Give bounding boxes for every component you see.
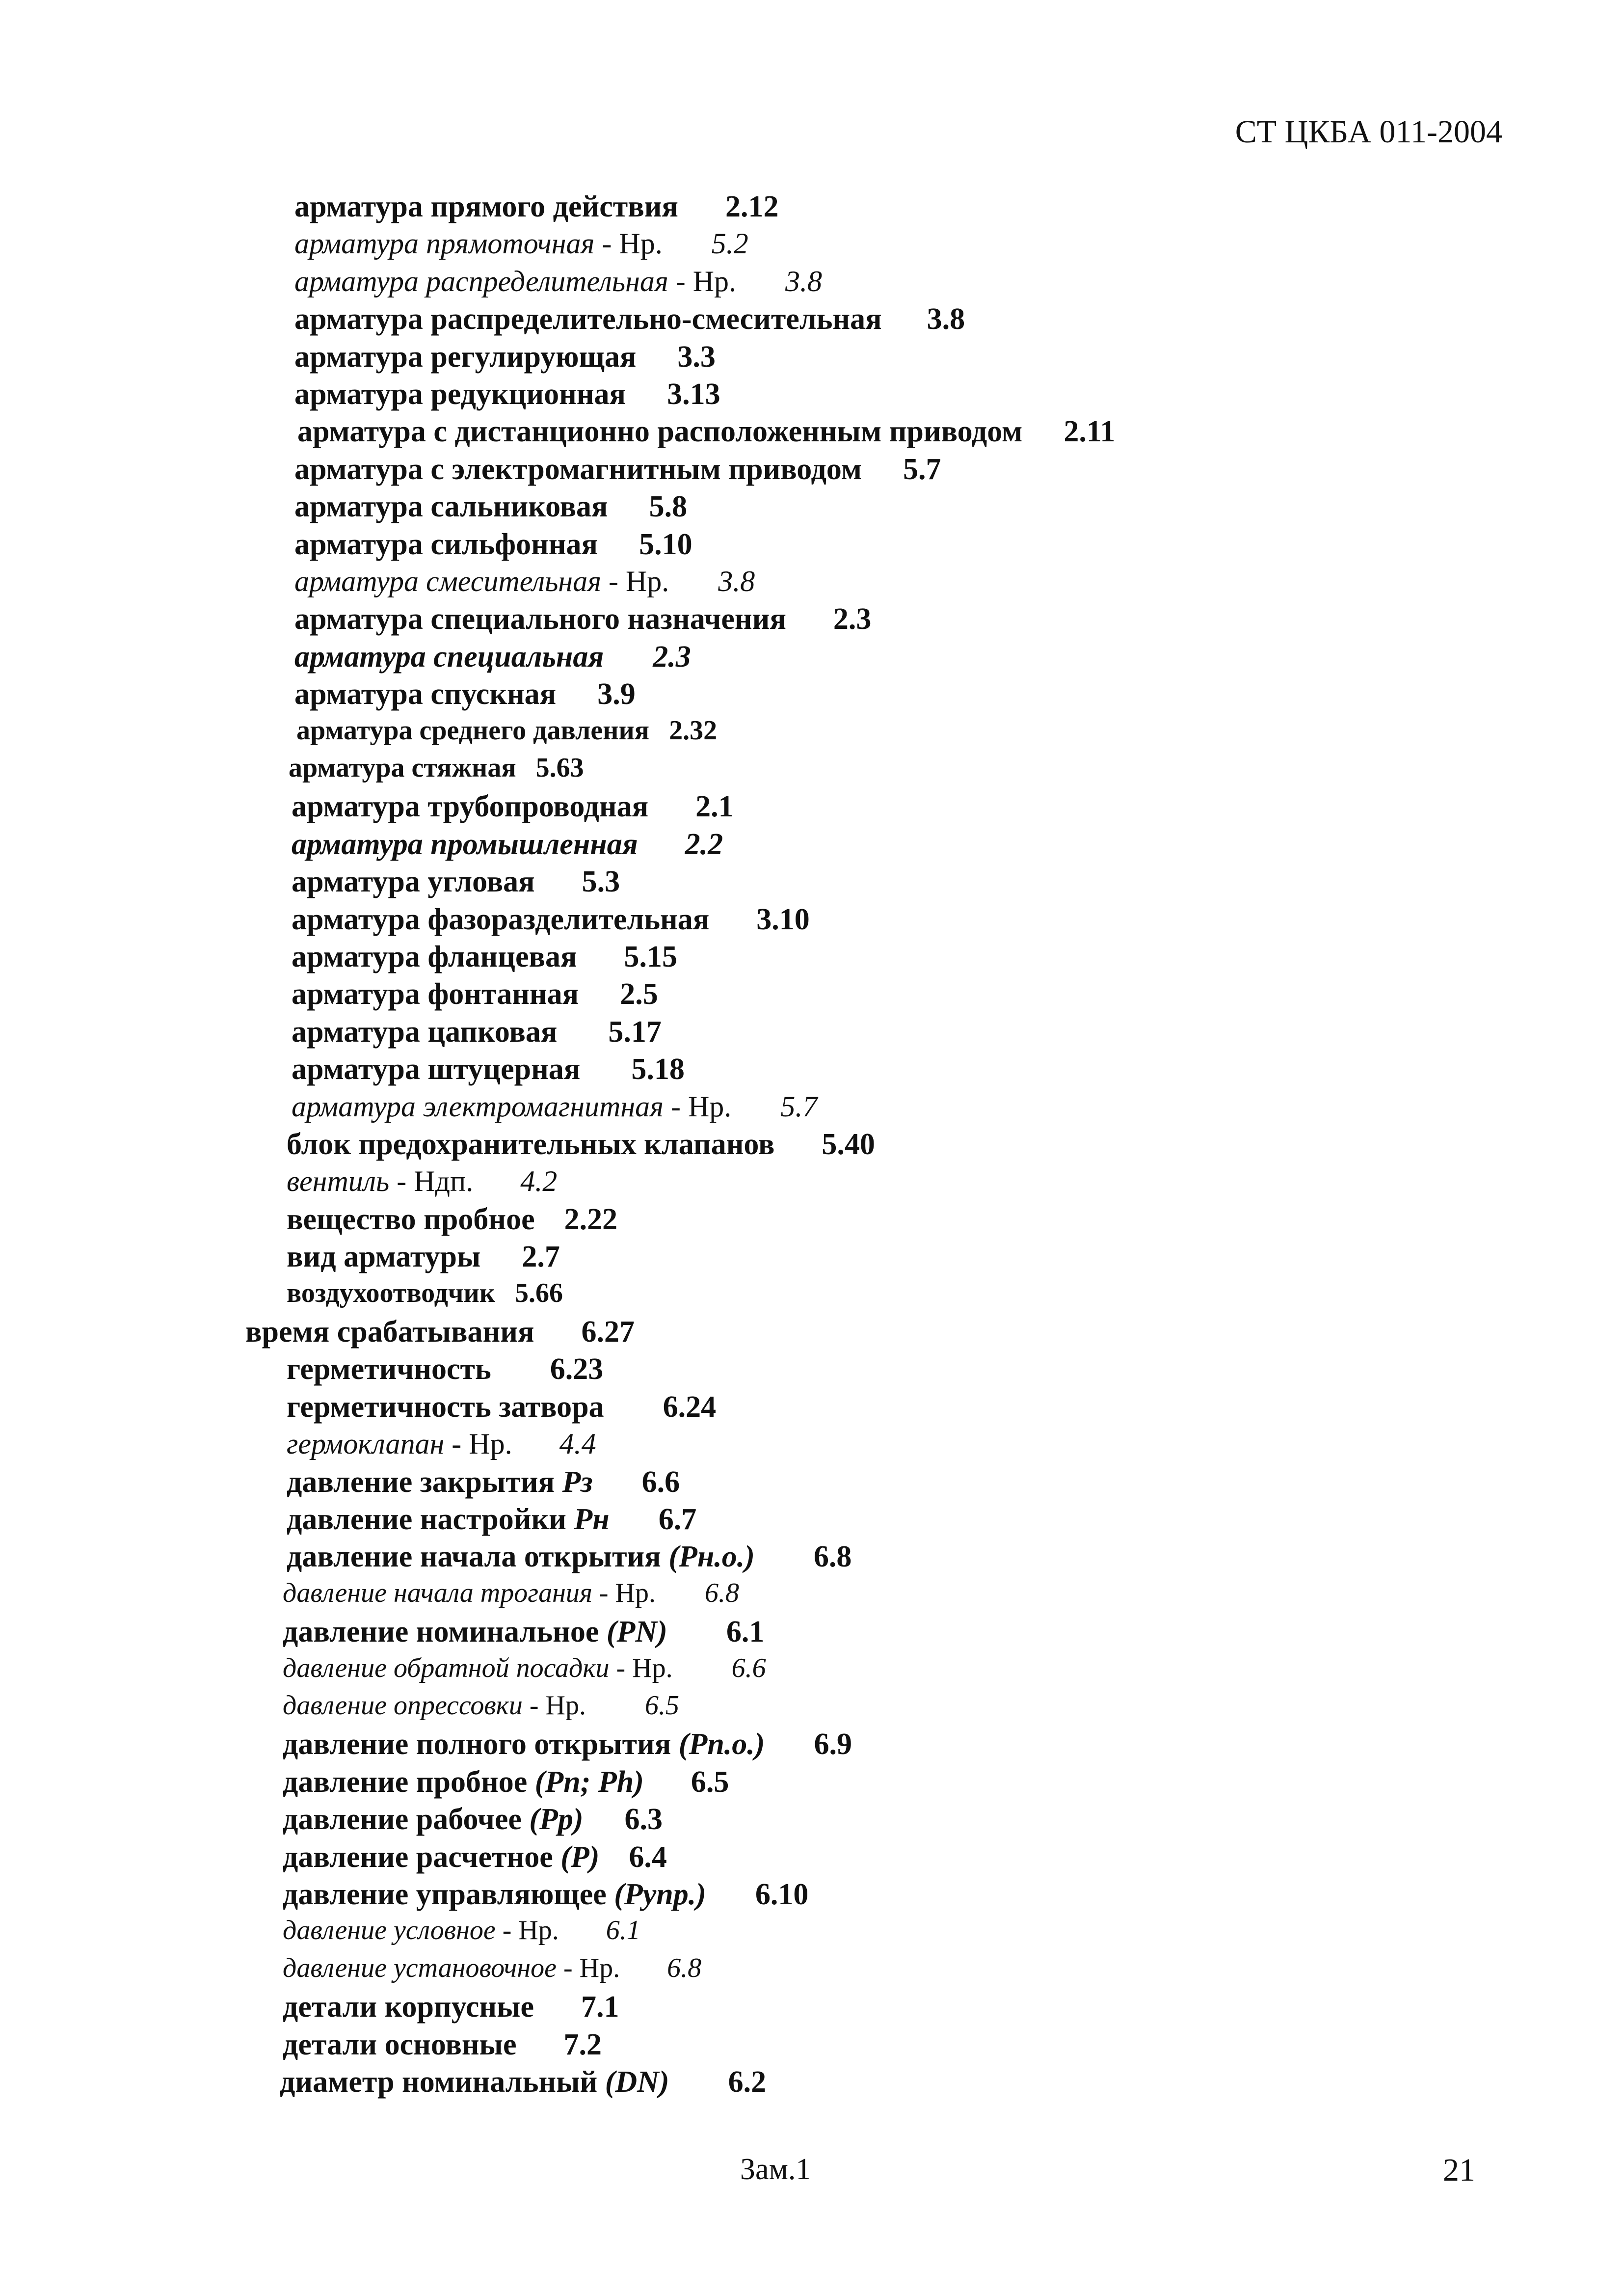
index-section-number: 6.23 — [550, 1352, 604, 1386]
index-entry — [294, 229, 748, 258]
index-entry — [287, 1242, 560, 1272]
index-entry — [283, 1954, 701, 1982]
index-term: давление пробное — [283, 1765, 535, 1799]
index-term: арматура распределительно-смесительная — [294, 302, 882, 336]
index-section-number: 4.4 — [559, 1428, 596, 1460]
index-qualifier: - Нр. — [594, 227, 663, 260]
index-entry — [287, 1392, 716, 1422]
index-symbol: (Рупр.) — [614, 1878, 706, 1911]
index-term: арматура цапковая — [292, 1015, 558, 1049]
index-term: арматура регулирующая — [294, 340, 637, 374]
index-entry — [287, 1354, 603, 1384]
index-qualifier: - Нр. — [609, 1653, 673, 1683]
index-term: арматура сильфонная — [294, 528, 598, 561]
index-term: арматура специального назначения — [294, 602, 786, 636]
index-term: давление полного открытия — [283, 1728, 679, 1761]
index-entry — [283, 1917, 640, 1944]
index-term: арматура фазоразделительная — [292, 903, 710, 936]
index-entry — [294, 679, 636, 709]
index-section-number: 2.11 — [1064, 415, 1116, 448]
index-section-number: 6.6 — [731, 1653, 766, 1683]
index-section-number: 6.9 — [814, 1728, 852, 1761]
index-entry — [294, 304, 965, 334]
index-term: арматура фонтанная — [292, 977, 579, 1011]
index-entry — [287, 1129, 875, 1160]
index-entry — [294, 604, 871, 634]
index-qualifier: - Ндп. — [389, 1165, 474, 1197]
index-section-number: 6.3 — [624, 1803, 663, 1836]
index-entry — [292, 979, 658, 1009]
index-entry — [287, 1166, 557, 1196]
index-section-number: 6.8 — [813, 1540, 852, 1573]
index-section-number: 3.8 — [718, 565, 755, 597]
index-qualifier: - Нр. — [522, 1690, 586, 1721]
index-symbol: Рз — [562, 1465, 593, 1499]
index-section-number: 7.1 — [581, 1990, 619, 2024]
index-symbol: (Рп.о.) — [678, 1728, 765, 1761]
index-section-number: 5.3 — [582, 865, 620, 898]
index-section-number: 6.8 — [705, 1578, 739, 1608]
index-term: арматура специальная — [294, 640, 604, 674]
index-entry — [289, 754, 584, 782]
index-entry — [287, 1204, 617, 1235]
index-entry — [283, 1579, 739, 1607]
index-term: арматура электромагнитная — [292, 1090, 664, 1123]
index-entry — [283, 1767, 729, 1797]
index-qualifier: - Нр. — [495, 1915, 559, 1945]
index-entry — [283, 1804, 663, 1835]
index-term: арматура распределительная — [294, 265, 668, 297]
index-term: арматура спускная — [294, 677, 557, 711]
index-entry — [283, 1692, 679, 1719]
index-term: давление опрессовки — [283, 1690, 523, 1721]
index-section-number: 5.7 — [903, 453, 941, 486]
index-entry — [294, 454, 941, 485]
index-term: арматура угловая — [292, 865, 535, 898]
index-entry — [245, 1317, 635, 1347]
index-section-number: 6.6 — [641, 1465, 680, 1499]
index-section-number: 5.66 — [515, 1278, 563, 1308]
index-section-number: 2.3 — [653, 640, 691, 674]
index-section-number: 5.15 — [624, 940, 677, 973]
index-section-number: 5.10 — [639, 528, 692, 561]
index-entry — [283, 1842, 667, 1872]
index-entry — [294, 379, 720, 409]
index-entry — [283, 1879, 808, 1910]
index-term: арматура смесительная — [294, 565, 601, 597]
index-entry — [292, 829, 723, 860]
index-section-number: 3.3 — [677, 340, 716, 374]
index-term: арматура прямоточная — [294, 227, 595, 260]
index-term: вещество пробное — [287, 1203, 535, 1236]
index-symbol: Рн — [574, 1503, 610, 1536]
index-section-number: 6.5 — [691, 1765, 729, 1799]
index-symbol: (Рп; Ph) — [534, 1765, 644, 1799]
index-entry — [287, 1504, 696, 1535]
index-entry — [292, 1017, 662, 1047]
index-section-number: 6.7 — [658, 1503, 697, 1536]
index-term: герметичность — [287, 1352, 491, 1386]
index-term: воздухоотводчик — [287, 1278, 496, 1308]
index-entry — [287, 1467, 680, 1497]
index-symbol: (DN) — [605, 2065, 669, 2099]
index-section-number: 6.2 — [728, 2065, 767, 2099]
index-term: вид арматуры — [287, 1240, 481, 1273]
index-entry — [294, 491, 687, 522]
index-symbol: (Рн.о.) — [668, 1540, 755, 1573]
index-entry — [292, 942, 677, 972]
index-entry — [292, 866, 620, 897]
index-section-number: 6.1 — [726, 1615, 765, 1648]
index-term: детали корпусные — [283, 1990, 534, 2024]
index-term: арматура редукционная — [294, 378, 626, 411]
index-term: давление условное — [283, 1915, 496, 1945]
index-entry — [287, 1541, 851, 1572]
index-term: давление обратной посадки — [283, 1653, 610, 1683]
index-term: давление управляющее — [283, 1878, 614, 1911]
index-entry — [280, 2067, 766, 2097]
index-section-number: 5.8 — [649, 490, 688, 523]
index-section-number: 2.3 — [833, 602, 872, 636]
index-section-number: 3.10 — [756, 903, 810, 936]
index-term: арматура прямого действия — [294, 190, 678, 223]
index-qualifier: - Нр. — [557, 1953, 620, 1983]
page-number: 21 — [1443, 2152, 1475, 2188]
index-term: диаметр номинальный — [280, 2065, 605, 2099]
index-term: арматура сальниковая — [294, 490, 608, 523]
index-term: арматура с электромагнитным приводом — [294, 453, 862, 486]
index-entry — [294, 642, 691, 672]
index-section-number: 2.5 — [620, 977, 658, 1011]
index-section-number: 3.8 — [927, 302, 965, 336]
index-section-number: 6.1 — [606, 1915, 640, 1945]
index-section-number: 6.8 — [667, 1953, 702, 1983]
index-section-number: 6.10 — [755, 1878, 809, 1911]
index-section-number: 5.2 — [711, 227, 748, 260]
index-term: давление начала трогания — [283, 1578, 592, 1608]
index-section-number: 5.7 — [780, 1090, 818, 1123]
index-qualifier: - Нр. — [444, 1428, 512, 1460]
index-term: арматура стяжная — [289, 753, 516, 783]
index-entry — [287, 1279, 563, 1307]
index-section-number: 2.22 — [564, 1203, 618, 1236]
index-term: арматура фланцевая — [292, 940, 577, 973]
index-entry — [294, 529, 692, 560]
index-entry — [297, 416, 1115, 447]
index-entry — [294, 191, 778, 222]
index-entry — [292, 1054, 685, 1084]
index-section-number: 7.2 — [563, 2028, 602, 2061]
index-term: блок предохранительных клапанов — [287, 1128, 775, 1161]
index-entry — [292, 1092, 817, 1121]
index-term: давление расчетное — [283, 1840, 561, 1874]
index-section-number: 3.8 — [785, 265, 823, 297]
index-symbol: (Р) — [560, 1840, 600, 1874]
index-section-number: 3.13 — [667, 378, 720, 411]
index-entry — [287, 1429, 596, 1459]
index-entry — [283, 1992, 619, 2022]
change-mark: Зам.1 — [740, 2153, 811, 2186]
index-term: давление установочное — [283, 1953, 557, 1983]
index-section-number: 3.9 — [597, 677, 636, 711]
index-term: давление начала открытия — [287, 1540, 669, 1573]
index-entry — [294, 567, 755, 596]
index-entry — [294, 267, 822, 296]
index-entry — [292, 791, 734, 822]
index-term: арматура промышленная — [292, 828, 638, 861]
index-section-number: 2.7 — [522, 1240, 560, 1273]
index-section-number: 5.40 — [822, 1128, 875, 1161]
index-section-number: 2.2 — [685, 828, 723, 861]
index-entry — [292, 904, 810, 935]
index-term: давление настройки — [287, 1503, 574, 1536]
index-entry — [283, 2029, 602, 2060]
index-section-number: 2.12 — [725, 190, 779, 223]
index-term: вентиль — [287, 1165, 390, 1197]
index-entry — [283, 1729, 852, 1759]
index-term: арматура среднего давления — [296, 715, 650, 746]
index-section-number: 2.1 — [695, 790, 734, 823]
index-entry — [294, 342, 716, 372]
index-section-number: 5.17 — [608, 1015, 662, 1049]
index-qualifier: - Нр. — [664, 1090, 732, 1123]
index-term: детали основные — [283, 2028, 517, 2061]
index-entry — [283, 1654, 766, 1682]
index-term: арматура штуцерная — [292, 1053, 581, 1086]
document-code-header: СТ ЦКБА 011-2004 — [1235, 114, 1502, 150]
index-term: арматура трубопроводная — [292, 790, 649, 823]
index-entry — [283, 1617, 764, 1647]
index-qualifier: - Нр. — [601, 565, 669, 597]
index-section-number: 5.63 — [535, 753, 584, 783]
index-qualifier: - Нр. — [592, 1578, 656, 1608]
index-section-number: 2.32 — [669, 715, 718, 746]
index-section-number: 6.4 — [629, 1840, 667, 1874]
index-term: давление закрытия — [287, 1465, 562, 1499]
index-symbol: (Рр) — [529, 1803, 584, 1836]
index-section-number: 6.24 — [663, 1390, 717, 1424]
index-term: давление рабочее — [283, 1803, 530, 1836]
index-term: гермоклапан — [287, 1428, 445, 1460]
index-term: арматура с дистанционно расположенным приводом — [297, 415, 1023, 448]
index-section-number: 4.2 — [520, 1165, 558, 1197]
index-section-number: 5.18 — [631, 1053, 685, 1086]
index-section-number: 6.5 — [644, 1690, 679, 1721]
index-term: герметичность затвора — [287, 1390, 604, 1424]
index-entry — [296, 717, 717, 744]
index-section-number: 6.27 — [581, 1315, 635, 1349]
index-symbol: (PN) — [606, 1615, 667, 1648]
index-qualifier: - Нр. — [668, 265, 737, 297]
index-term: время срабатывания — [245, 1315, 534, 1349]
index-term: давление номинальное — [283, 1615, 607, 1648]
